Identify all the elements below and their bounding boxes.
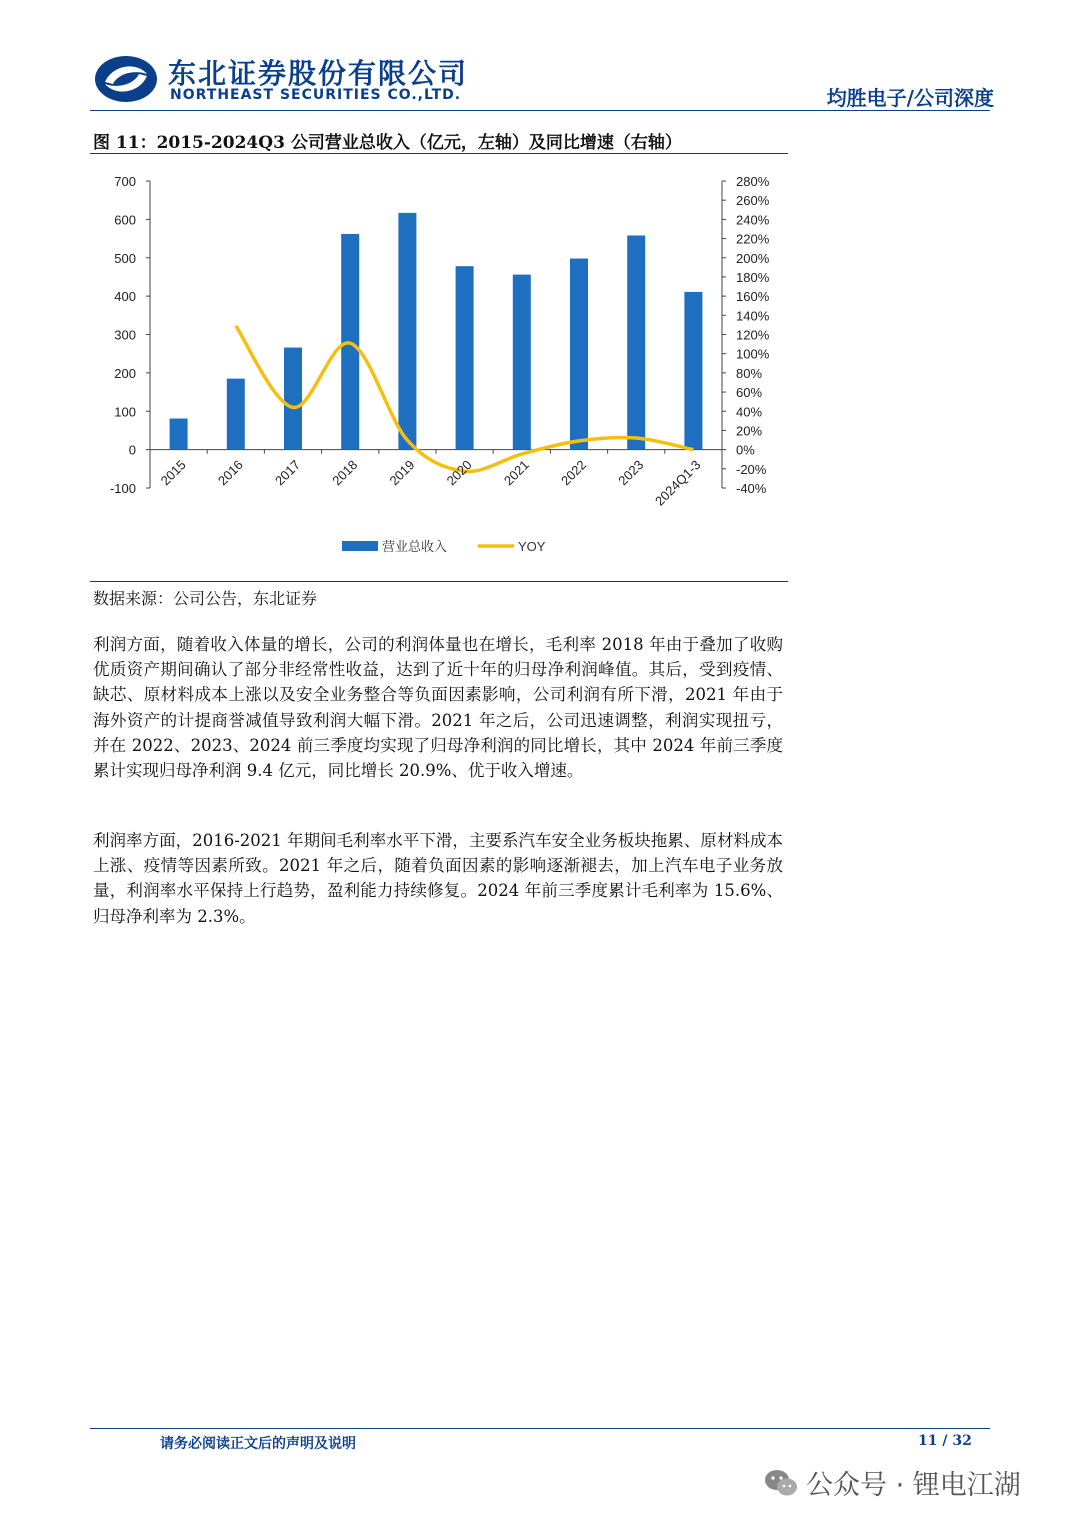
- left-tick-label: 100: [114, 404, 136, 420]
- header-divider: [90, 110, 990, 111]
- company-name-cn: 东北证券股份有限公司: [168, 57, 469, 90]
- right-tick-label: 240%: [736, 212, 770, 228]
- right-tick-label: 60%: [736, 385, 763, 401]
- right-axis-ticks: [722, 174, 770, 496]
- footer-divider: [90, 1428, 990, 1429]
- figure-top-rule: [90, 153, 788, 154]
- left-tick-label: 600: [114, 212, 136, 228]
- bar-2019: [398, 213, 416, 450]
- left-tick-label: 400: [114, 289, 136, 305]
- left-tick-label: 200: [114, 365, 136, 381]
- right-tick-label: 200%: [736, 250, 770, 266]
- right-tick-label: 120%: [736, 327, 770, 343]
- x-tick-label: 2022: [558, 457, 590, 489]
- right-tick-label: -40%: [736, 481, 767, 496]
- x-tick-label: 2016: [214, 457, 246, 489]
- legend-swatch-revenue: [342, 541, 378, 551]
- right-tick-label: 160%: [736, 289, 770, 305]
- page-header: [0, 0, 1080, 120]
- right-tick-label: 0%: [736, 442, 755, 458]
- watermark-text: 公众号 · 锂电江湖: [806, 1470, 1021, 1501]
- x-tick-label: 2017: [272, 457, 304, 489]
- report-tag: 均胜电子/公司深度: [826, 86, 994, 110]
- figure-title: 图 11：2015-2024Q3 公司营业总收入（亿元，左轴）及同比增速（右轴）: [93, 133, 682, 153]
- right-tick-label: 180%: [736, 269, 770, 285]
- right-tick-label: 140%: [736, 308, 770, 324]
- revenue-yoy-chart: [90, 158, 788, 578]
- x-tick-label: 2023: [615, 457, 647, 489]
- right-tick-label: 80%: [736, 365, 763, 381]
- left-tick-label: 500: [114, 250, 136, 266]
- x-tick-label: 2015: [157, 457, 189, 489]
- bar-2022: [570, 259, 588, 450]
- chart-legend: [342, 539, 546, 554]
- bar-2015: [170, 419, 188, 450]
- left-tick-label: -100: [109, 481, 136, 496]
- paragraph-margin: 利润率方面，2016-2021 年期间毛利率水平下滑，主要系汽车安全业务板块拖累、原材料成本上涨、疫情等因素所致。2021 年之后，随着负面因素的影响逐渐褪去，加上汽车电子业务放量，利润率水平保持上行趋势，盈利能力持续修复。2024 年前三季度累计毛利率为 15.6%、归母净利率为 2.3%。: [93, 831, 783, 926]
- x-tick-label: 2024Q1-3: [652, 457, 704, 509]
- left-tick-label: 0: [128, 442, 136, 458]
- x-tick-label: 2021: [500, 457, 532, 489]
- figure-source: 数据来源：公司公告，东北证券: [93, 589, 318, 608]
- bar-2023: [627, 235, 645, 449]
- right-tick-label: 260%: [736, 193, 770, 209]
- northeast-securities-logo-icon: [93, 54, 159, 104]
- company-name-en: NORTHEAST SECURITIES CO.,LTD.: [170, 87, 462, 103]
- x-tick-label: 2018: [329, 457, 361, 489]
- x-tick-label: 2020: [443, 457, 475, 489]
- right-tick-label: 100%: [736, 346, 770, 362]
- page-number: 11 / 32: [918, 1433, 972, 1449]
- right-tick-label: -20%: [736, 461, 767, 477]
- wechat-icon: [763, 1468, 799, 1498]
- left-tick-label: 700: [114, 174, 136, 189]
- legend-label-yoy: YOY: [518, 539, 546, 554]
- paragraph-profit: 利润方面，随着收入体量的增长，公司的利润体量也在增长，毛利率 2018 年由于叠加了收购优质资产期间确认了部分非经常性收益，达到了近十年的归母净利润峰值。其后，受到疫情、缺芯、原材料成本上涨以及安全业务整合等负面因素影响，公司利润有所下滑，2021 年由于海外资产的计提商誉减值导致利润大幅下滑。2021 年之后，公司迅速调整，利润实现扭亏，并在 2022、2023、2024 前三季度均实现了归母净利润的同比增长，其中 2024 年前三季度累计实现归母净利润 9.4 亿元，同比增长 20.9%、优于收入增速。: [93, 635, 783, 781]
- right-tick-label: 40%: [736, 404, 763, 420]
- figure-bottom-rule: [90, 581, 788, 582]
- right-tick-label: 20%: [736, 423, 763, 439]
- bar-2020: [456, 266, 474, 449]
- bar-2016: [227, 379, 245, 450]
- x-tick-label: 2019: [386, 457, 418, 489]
- right-tick-label: 280%: [736, 174, 770, 189]
- revenue-bars: [170, 213, 703, 450]
- bar-2021: [513, 275, 531, 450]
- x-axis-labels: [158, 450, 722, 509]
- bar-2024Q1-3: [684, 292, 702, 450]
- left-axis-ticks: [110, 174, 150, 496]
- footer-disclaimer: 请务必阅读正文后的声明及说明: [160, 1436, 356, 1452]
- left-tick-label: 300: [114, 327, 136, 343]
- right-tick-label: 220%: [736, 231, 770, 247]
- legend-label-revenue: 营业总收入: [382, 539, 448, 554]
- bar-2017: [284, 348, 302, 450]
